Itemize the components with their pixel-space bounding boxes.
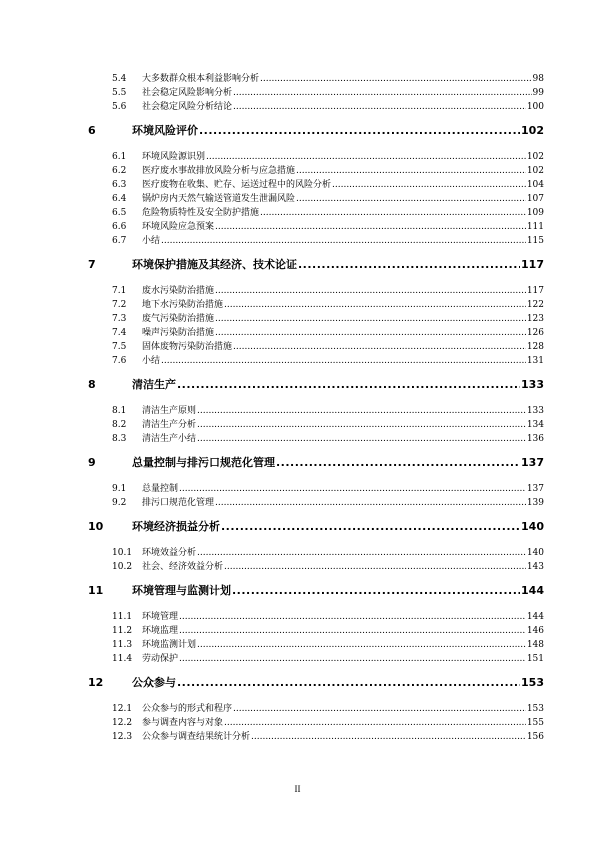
toc-entry-title: 环境保护措施及其经济、技术论证 xyxy=(132,258,297,271)
dot-leader xyxy=(233,702,526,716)
toc-section-entry[interactable] xyxy=(112,100,544,114)
toc-entry-title: 环境效益分析 xyxy=(142,548,197,558)
toc-entry-title: 环境监测计划 xyxy=(142,640,197,650)
toc-entry-number: 8.2 xyxy=(112,420,127,430)
toc-section-entry[interactable] xyxy=(112,178,544,192)
toc-entry-page-number: 153 xyxy=(526,704,544,714)
toc-entry-number: 6.6 xyxy=(112,222,127,232)
toc-entry-page-number: 139 xyxy=(526,498,544,508)
toc-entry-page-number: 140 xyxy=(526,548,544,558)
toc-entry-number: 7 xyxy=(88,258,96,271)
toc-entry-title: 参与调查内容与对象 xyxy=(142,718,224,728)
toc-chapter-entry[interactable] xyxy=(88,454,544,472)
toc-chapter-entry[interactable] xyxy=(88,376,544,394)
toc-entry-page-number: 140 xyxy=(521,520,544,533)
toc-section-entry[interactable] xyxy=(112,624,544,638)
toc-entry-page-number: 115 xyxy=(526,236,544,246)
toc-entry-title: 废气污染防治措施 xyxy=(142,314,215,324)
toc-section-entry[interactable] xyxy=(112,312,544,326)
toc-entry-page-number: 102 xyxy=(526,152,544,162)
toc-entry-page-number: 104 xyxy=(526,180,544,190)
toc-entry-page-number: 137 xyxy=(526,484,544,494)
toc-entry-number: 6.7 xyxy=(112,236,127,246)
toc-entry-number: 6.3 xyxy=(112,180,127,190)
toc-section-entry[interactable] xyxy=(112,482,544,496)
dot-leader xyxy=(215,220,526,234)
toc-entry-number: 7.2 xyxy=(112,300,127,310)
dot-leader xyxy=(224,716,526,730)
dot-leader xyxy=(276,454,520,472)
dot-leader xyxy=(260,206,526,220)
dot-leader xyxy=(232,582,520,600)
dot-leader xyxy=(197,404,526,418)
toc-entry-page-number: 156 xyxy=(526,732,544,742)
dot-leader xyxy=(298,256,520,274)
toc-entry-title: 清洁生产原则 xyxy=(142,406,197,416)
toc-entry-page-number: 153 xyxy=(521,676,544,689)
toc-entry-number: 5.6 xyxy=(112,102,127,112)
toc-entry-number: 7.3 xyxy=(112,314,127,324)
toc-entry-title: 环境管理与监测计划 xyxy=(132,584,231,597)
toc-entry-page-number: 146 xyxy=(526,626,544,636)
toc-entry-title: 环境经济损益分析 xyxy=(132,520,220,533)
toc-entry-number: 10 xyxy=(88,520,104,533)
dot-leader xyxy=(206,150,526,164)
dot-leader xyxy=(199,122,520,140)
toc-chapter-entry[interactable] xyxy=(88,122,544,140)
dot-leader xyxy=(215,326,526,340)
toc-entry-page-number: 133 xyxy=(521,378,544,391)
toc-section-entry[interactable] xyxy=(112,340,544,354)
toc-entry-title: 社会、经济效益分析 xyxy=(142,562,224,572)
toc-entry-number: 11 xyxy=(88,584,104,597)
toc-entry-number: 8.3 xyxy=(112,434,127,444)
page-number-footer: II xyxy=(294,784,301,794)
toc-entry-title: 医疗废物在收集、贮存、运送过程中的风险分析 xyxy=(142,180,332,190)
toc-entry-number: 5.4 xyxy=(112,74,127,84)
dot-leader xyxy=(296,164,526,178)
dot-leader xyxy=(177,674,520,692)
toc-entry-number: 7.4 xyxy=(112,328,127,338)
toc-entry-number: 8.1 xyxy=(112,406,127,416)
toc-entry-title: 地下水污染防治措施 xyxy=(142,300,224,310)
toc-entry-title: 社会稳定风险影响分析 xyxy=(142,88,233,98)
toc-entry-number: 7.6 xyxy=(112,356,127,366)
toc-section-entry[interactable] xyxy=(112,546,544,560)
dot-leader xyxy=(296,192,526,206)
toc-section-entry[interactable] xyxy=(112,164,544,178)
dot-leader xyxy=(197,546,526,560)
toc-entry-title: 环境风险评价 xyxy=(132,124,198,137)
dot-leader xyxy=(215,284,526,298)
toc-section-entry[interactable] xyxy=(112,326,544,340)
toc-chapter-entry[interactable] xyxy=(88,582,544,600)
dot-leader xyxy=(161,354,526,368)
toc-entry-number: 11.1 xyxy=(112,612,133,622)
toc-chapter-entry[interactable] xyxy=(88,256,544,274)
dot-leader xyxy=(215,496,526,510)
toc-entry-number: 11.4 xyxy=(112,654,133,664)
toc-section-entry[interactable] xyxy=(112,496,544,510)
toc-entry-page-number: 137 xyxy=(521,456,544,469)
toc-entry-number: 5.5 xyxy=(112,88,127,98)
dot-leader xyxy=(197,432,526,446)
toc-entry-title: 环境监理 xyxy=(142,626,179,636)
toc-entry-number: 7.1 xyxy=(112,286,127,296)
toc-entry-title: 总量控制与排污口规范化管理 xyxy=(132,456,275,469)
toc-entry-page-number: 117 xyxy=(526,286,544,296)
toc-section-entry[interactable] xyxy=(112,150,544,164)
toc-section-entry[interactable] xyxy=(112,610,544,624)
dot-leader xyxy=(179,610,526,624)
toc-section-entry[interactable] xyxy=(112,206,544,220)
dot-leader xyxy=(224,298,526,312)
dot-leader xyxy=(332,178,526,192)
toc-entry-title: 劳动保护 xyxy=(142,654,179,664)
toc-entry-page-number: 102 xyxy=(526,166,544,176)
toc-entry-title: 社会稳定风险分析结论 xyxy=(142,102,233,112)
toc-entry-title: 公众参与的形式和程序 xyxy=(142,704,233,714)
toc-entry-number: 10.2 xyxy=(112,562,133,572)
toc-entry-page-number: 102 xyxy=(521,124,544,137)
toc-section-entry[interactable] xyxy=(112,418,544,432)
toc-entry-page-number: 99 xyxy=(532,88,544,98)
toc-entry-number: 11.3 xyxy=(112,640,133,650)
toc-entry-page-number: 98 xyxy=(532,74,544,84)
toc-entry-page-number: 117 xyxy=(521,258,544,271)
toc-entry-title: 清洁生产 xyxy=(132,378,176,391)
toc-entry-title: 医疗废水事故排放风险分析与应急措施 xyxy=(142,166,296,176)
toc-entry-page-number: 133 xyxy=(526,406,544,416)
toc-entry-title: 固体废物污染防治措施 xyxy=(142,342,233,352)
toc-section-entry[interactable] xyxy=(112,354,544,368)
toc-entry-page-number: 155 xyxy=(526,718,544,728)
toc-entry-page-number: 126 xyxy=(526,328,544,338)
dot-leader xyxy=(177,376,520,394)
dot-leader xyxy=(224,560,526,574)
toc-entry-number: 6 xyxy=(88,124,96,137)
toc-entry-title: 总量控制 xyxy=(142,484,179,494)
toc-entry-number: 6.4 xyxy=(112,194,127,204)
dot-leader xyxy=(233,100,526,114)
toc-entry-page-number: 123 xyxy=(526,314,544,324)
toc-entry-number: 12.3 xyxy=(112,732,133,742)
toc-entry-title: 公众参与 xyxy=(132,676,176,689)
toc-chapter-entry[interactable] xyxy=(88,674,544,692)
toc-entry-number: 6.1 xyxy=(112,152,127,162)
toc-entry-title: 噪声污染防治措施 xyxy=(142,328,215,338)
toc-entry-page-number: 107 xyxy=(526,194,544,204)
toc-entry-title: 环境风险源识别 xyxy=(142,152,206,162)
toc-entry-number: 12.2 xyxy=(112,718,133,728)
toc-entry-page-number: 144 xyxy=(521,584,544,597)
toc-entry-title: 清洁生产小结 xyxy=(142,434,197,444)
toc-entry-page-number: 143 xyxy=(526,562,544,572)
toc-section-entry[interactable] xyxy=(112,432,544,446)
toc-entry-page-number: 131 xyxy=(526,356,544,366)
dot-leader xyxy=(197,638,526,652)
toc-entry-page-number: 122 xyxy=(526,300,544,310)
toc-entry-page-number: 148 xyxy=(526,640,544,650)
dot-leader xyxy=(179,624,526,638)
dot-leader xyxy=(179,652,526,666)
toc-entry-page-number: 134 xyxy=(526,420,544,430)
toc-section-entry[interactable] xyxy=(112,192,544,206)
toc-section-entry[interactable] xyxy=(112,298,544,312)
toc-entry-number: 9.2 xyxy=(112,498,127,508)
toc-section-entry[interactable] xyxy=(112,220,544,234)
dot-leader xyxy=(179,482,526,496)
toc-entry-page-number: 128 xyxy=(526,342,544,352)
toc-entry-title: 公众参与调查结果统计分析 xyxy=(142,732,251,742)
toc-section-entry[interactable] xyxy=(112,702,544,716)
toc-entry-number: 11.2 xyxy=(112,626,133,636)
toc-section-entry[interactable] xyxy=(112,404,544,418)
toc-entry-title: 环境管理 xyxy=(142,612,179,622)
toc-entry-page-number: 136 xyxy=(526,434,544,444)
toc-entry-number: 7.5 xyxy=(112,342,127,352)
toc-entry-number: 6.2 xyxy=(112,166,127,176)
toc-entry-page-number: 151 xyxy=(526,654,544,664)
toc-entry-title: 小结 xyxy=(142,236,161,246)
dot-leader xyxy=(260,72,532,86)
toc-entry-number: 9 xyxy=(88,456,96,469)
toc-section-entry[interactable] xyxy=(112,716,544,730)
toc-entry-page-number: 109 xyxy=(526,208,544,218)
toc-entry-title: 小结 xyxy=(142,356,161,366)
toc-entry-number: 12.1 xyxy=(112,704,133,714)
toc-entry-number: 10.1 xyxy=(112,548,133,558)
toc-entry-number: 8 xyxy=(88,378,96,391)
toc-entry-page-number: 100 xyxy=(526,102,544,112)
toc-section-entry[interactable] xyxy=(112,652,544,666)
toc-entry-number: 9.1 xyxy=(112,484,127,494)
dot-leader xyxy=(215,312,526,326)
toc-section-entry[interactable] xyxy=(112,72,544,86)
toc-section-entry[interactable] xyxy=(112,560,544,574)
toc-section-entry[interactable] xyxy=(112,730,544,744)
toc-entry-title: 排污口规范化管理 xyxy=(142,498,215,508)
dot-leader xyxy=(161,234,526,248)
toc-entry-title: 锅炉房内天然气输送管道发生泄漏风险 xyxy=(142,194,296,204)
toc-section-entry[interactable] xyxy=(112,638,544,652)
toc-section-entry[interactable] xyxy=(112,234,544,248)
toc-entry-number: 6.5 xyxy=(112,208,127,218)
toc-entry-title: 环境风险应急预案 xyxy=(142,222,215,232)
toc-entry-title: 危险物质特性及安全防护措施 xyxy=(142,208,260,218)
toc-entry-title: 清洁生产分析 xyxy=(142,420,197,430)
toc-entry-page-number: 111 xyxy=(526,222,544,232)
dot-leader xyxy=(233,86,532,100)
toc-entry-number: 12 xyxy=(88,676,104,689)
toc-section-entry[interactable] xyxy=(112,86,544,100)
toc-entry-title: 废水污染防治措施 xyxy=(142,286,215,296)
dot-leader xyxy=(197,418,526,432)
toc-chapter-entry[interactable] xyxy=(88,518,544,536)
dot-leader xyxy=(233,340,526,354)
toc-entry-page-number: 144 xyxy=(526,612,544,622)
toc-entry-title: 大多数群众根本利益影响分析 xyxy=(142,74,260,84)
dot-leader xyxy=(221,518,520,536)
dot-leader xyxy=(251,730,526,744)
toc-section-entry[interactable] xyxy=(112,284,544,298)
